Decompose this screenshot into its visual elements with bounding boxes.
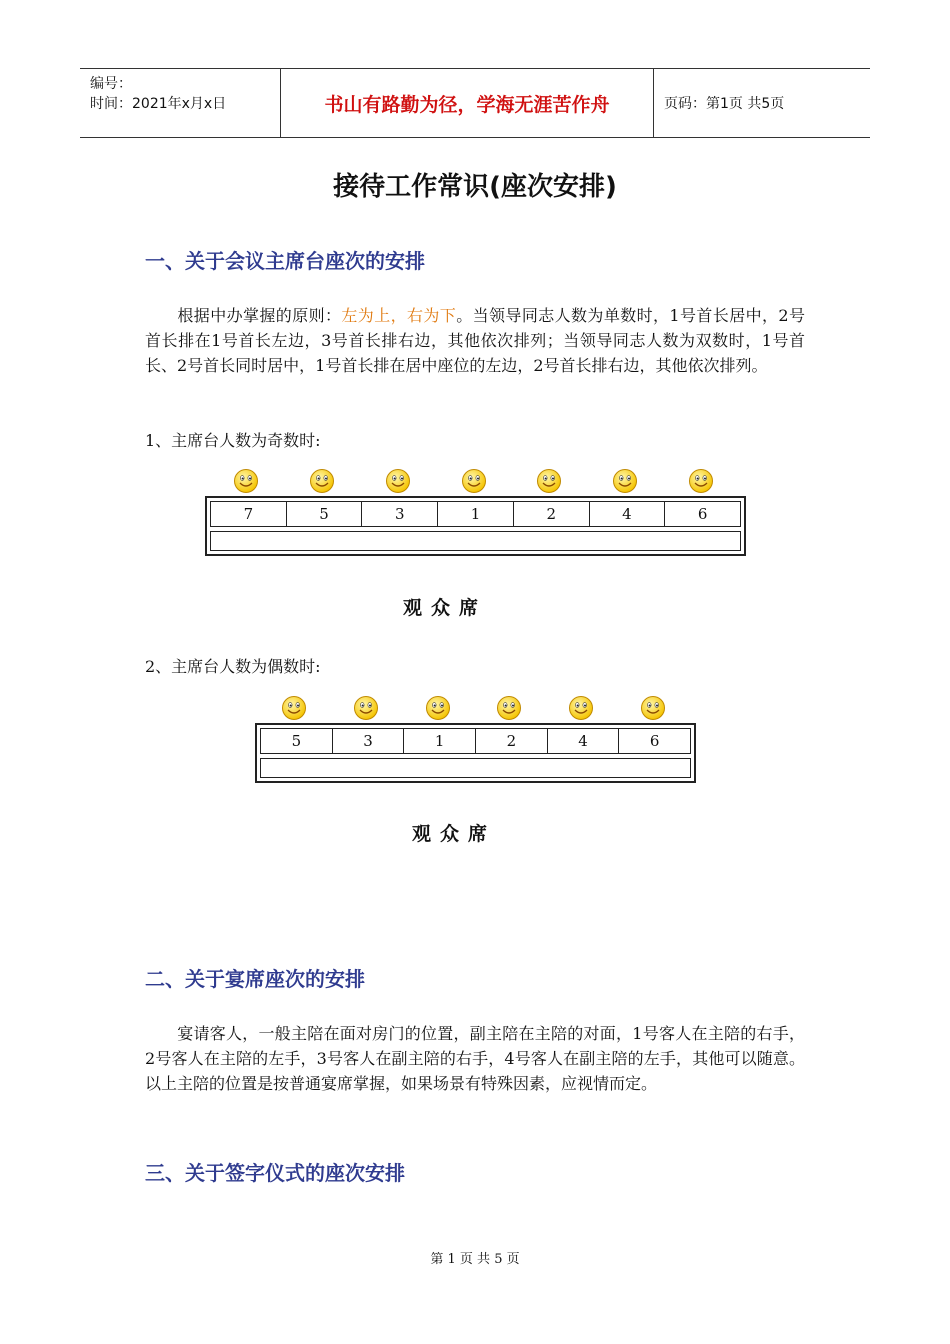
even-seat-3: 3 xyxy=(332,729,404,753)
para-start: 根据中办掌握的原则： xyxy=(177,306,342,325)
smiley-face-icon xyxy=(233,468,259,494)
section1-paragraph xyxy=(145,303,805,378)
even-seat-2: 2 xyxy=(475,729,547,753)
smiley-face-icon xyxy=(309,468,335,494)
even-seat-5: 5 xyxy=(291,732,302,750)
odd-label: 1、主席台人数为奇数时: xyxy=(145,431,321,450)
smiley-face-icon xyxy=(425,695,451,721)
smiley-face-icon xyxy=(353,695,379,721)
page-info: 页码：第1页 共5页 xyxy=(664,96,785,112)
odd-seat-2: 2 xyxy=(513,502,589,526)
odd-seat-5: 5 xyxy=(286,502,362,526)
smiley-face-icon xyxy=(496,695,522,721)
section2-text: 宴请客人，一般主陪在面对房门的位置，副主陪在主陪的对面，1号客人在主陪的右手，2号客人在主陪的左手，3号客人在副主陪的右手，4号客人在副主陪的左手，其他可以随意。以上主陪的位置是按普通宴席掌握，如果场景有特殊因素，应视情而定。 xyxy=(145,1024,805,1093)
audience-label-1: 观众席 xyxy=(403,597,488,619)
motto: 书山有路勤为径，学海无涯苦作舟 xyxy=(281,69,654,137)
even-seat-6: 6 xyxy=(618,729,690,753)
even-table-base xyxy=(260,758,691,778)
odd-seating-diagram xyxy=(205,496,746,556)
page-footer: 第 1 页 共 5 页 xyxy=(430,1252,520,1267)
smiley-face-icon xyxy=(385,468,411,494)
section-heading-3: 三、关于签字仪式的座次安排 xyxy=(145,1161,405,1185)
odd-seat-6: 6 xyxy=(664,502,740,526)
number-label: 编号： xyxy=(90,76,132,92)
even-seat-4: 4 xyxy=(547,729,619,753)
odd-seat-row xyxy=(210,501,741,527)
para-highlight: 左为上，右为下 xyxy=(341,306,457,325)
document-header xyxy=(80,68,870,138)
smiley-face-icon xyxy=(536,468,562,494)
smiley-face-icon xyxy=(568,695,594,721)
smiley-face-icon xyxy=(461,468,487,494)
odd-seat-7: 7 xyxy=(243,505,254,523)
para-rest: 。当领导同志人数为单数时，1号首长居中，2号首长排在1号首长左边，3号首长排右边，其他依次排列；当领导同志人数为双数时，1号首长、2号首长同时居中，1号首长排在居中座位的左边，2号首长排右边，其他依次排列。 xyxy=(145,306,805,375)
odd-seat-3: 3 xyxy=(361,502,437,526)
smiley-face-icon xyxy=(688,468,714,494)
document-title: 接待工作常识(座次安排) xyxy=(333,172,617,202)
audience-label-2: 观众席 xyxy=(412,823,497,845)
smiley-face-icon xyxy=(612,468,638,494)
odd-table-base xyxy=(210,531,741,551)
odd-seat-1: 1 xyxy=(437,502,513,526)
smiley-face-icon xyxy=(640,695,666,721)
section-heading-2: 二、关于宴席座次的安排 xyxy=(145,967,365,991)
even-seat-1: 1 xyxy=(403,729,475,753)
section2-paragraph xyxy=(145,1021,805,1096)
even-seating-diagram xyxy=(255,723,696,783)
header-meta-cell xyxy=(80,69,281,137)
section-heading-1: 一、关于会议主席台座次的安排 xyxy=(145,249,425,273)
even-seat-row xyxy=(260,728,691,754)
even-label: 2、主席台人数为偶数时: xyxy=(145,657,321,676)
odd-seat-4: 4 xyxy=(589,502,665,526)
smiley-face-icon xyxy=(281,695,307,721)
time-label: 时间：2021年x月x日 xyxy=(90,96,227,112)
